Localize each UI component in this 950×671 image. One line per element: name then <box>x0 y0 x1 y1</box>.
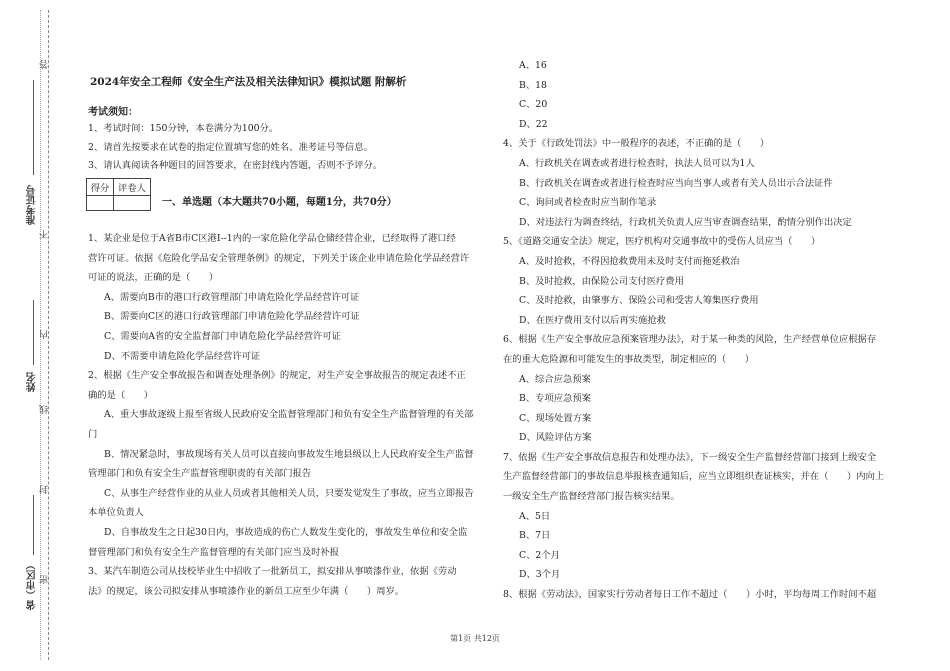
question-line: 确的是（ ） <box>88 389 154 401</box>
field-province-blank[interactable] <box>33 495 34 555</box>
option-line: B、行政机关在调查或者进行检查时应当向当事人或者有关人员出示合法证件 <box>519 177 833 189</box>
option-line: B、18 <box>519 79 547 91</box>
question-line: 1、某企业是位于A省B市C区港I--1内的一家危险化学品仓储经营企业，已经取得了港口经 <box>88 233 456 244</box>
page-footer: 第1页 共12页 <box>450 634 500 643</box>
section-heading: 一、单选题（本大题共70小题，每题1分，共70分） <box>162 197 397 208</box>
option-line: C、需要向A省的安全监督部门申请危险化学品经营许可证 <box>104 330 341 342</box>
option-line: 督管理部门和负有安全生产监督管理的有关部门应当及时补报 <box>88 546 340 558</box>
option-line: C、现场处置方案 <box>519 412 592 424</box>
field-name-label: 姓名 <box>27 372 38 392</box>
option-line: C、询问或者检查时应当制作笔录 <box>519 197 657 209</box>
option-line: D、在医疗费用支付以后再实施抢救 <box>519 314 666 326</box>
seal-mark-da: 答 <box>40 60 50 69</box>
option-line: A、需要向B市的港口行政管理部门申请危险化学品经营许可证 <box>104 291 360 303</box>
right-column <box>503 56 913 605</box>
document-title: 2024年安全工程师《安全生产法及相关法律知识》模拟试题 附解析 <box>90 76 407 88</box>
option-line: D、对违法行为调查终结，行政机关负责人应当审查调查结果，酌情分别作出决定 <box>519 216 852 228</box>
option-line: B、情况紧急时，事故现场有关人员可以直接向事故发生地县级以上人民政府安全生产监督 <box>104 448 474 460</box>
option-line: A、16 <box>519 60 547 71</box>
option-line: D、3个月 <box>519 569 561 581</box>
grader-blank[interactable] <box>114 196 151 211</box>
option-line: D、22 <box>519 118 548 130</box>
option-line: 门 <box>88 428 98 440</box>
option-line: B、7日 <box>519 530 551 542</box>
question-line: 3、某汽车制造公司从技校毕业生中招收了一批新员工，拟安排从事喷漆作业，依据《劳动 <box>88 566 457 578</box>
seal-mark-nei: 内 <box>40 330 50 339</box>
option-line: B、及时抢救，由保险公司支付医疗费用 <box>519 275 684 287</box>
option-line: A、5日 <box>519 510 551 522</box>
grader-label: 评卷人 <box>114 179 151 196</box>
option-line: C、20 <box>519 99 548 111</box>
notice-item: 3、请认真阅读各种题目的回答要求，在密封线内答题，否则不予评分。 <box>88 160 383 171</box>
notice-item: 2、请首先按要求在试卷的指定位置填写您的姓名、准考证号等信息。 <box>88 141 373 153</box>
seal-mark-mi: 密 <box>40 575 50 584</box>
question-line: 一级安全生产监督经营部门报告核实结果。 <box>503 491 680 503</box>
seal-mark-bu: 不 <box>40 230 50 239</box>
score-blank[interactable] <box>87 196 114 211</box>
field-name-blank[interactable] <box>33 300 34 365</box>
question-line: 8、根据《劳动法》，国家实行劳动者每日工作不超过（ ）小时，平均每周工作时间不超 <box>503 589 877 601</box>
option-line: D、不需要申请危险化学品经营许可证 <box>104 350 261 362</box>
seal-mark-feng: 封 <box>40 485 50 494</box>
option-line: A、综合应急预案 <box>519 373 591 385</box>
question-line: 在的重大危险源和可能发生的事故类型，制定相应的（ ） <box>503 353 755 365</box>
field-province-label: 省（市区） <box>27 560 38 610</box>
score-box <box>86 178 151 211</box>
option-line: B、需要向C区的港口行政管理部门申请危险化学品经营许可证 <box>104 311 360 323</box>
question-line: 5、《道路交通安全法》规定，医疗机构对交通事故中的受伤人员应当（ ） <box>503 236 821 248</box>
question-line: 4、关于《行政处罚法》中一般程序的表述，不正确的是（ ） <box>503 138 770 150</box>
option-line: D、风险评估方案 <box>519 432 592 444</box>
notice-item: 1、考试时间：150分钟，本卷满分为100分。 <box>88 123 279 134</box>
question-line: 可证的说法，正确的是（ ） <box>88 272 219 284</box>
notice-list <box>88 120 382 176</box>
option-line: A、行政机关在调查或者进行检查时，执法人员可以为1人 <box>519 157 755 169</box>
question-line: 营许可证。依据《危险化学品安全管理条例》的规定，下列关于该企业申请危险化学品经营许 <box>88 252 470 264</box>
question-line: 6、根据《生产安全事故应急预案管理办法》，对于某一种类的风险，生产经营单位应根据存 <box>503 334 877 346</box>
option-line: C、从事生产经营作业的从业人员或者其他相关人员，只要发觉发生了事故，应当立即报告 <box>104 487 474 499</box>
option-line: C、及时抢救，由肇事方、保险公司和受害人筹集医疗费用 <box>519 295 759 307</box>
option-line: A、及时抢救，不得因抢救费用未及时支付而拖延救治 <box>519 255 740 267</box>
question-line: 7、依据《生产安全事故信息报告和处理办法》，下一级安全生产监督经营部门接到上级安全 <box>503 451 877 463</box>
option-line: 本单位负责人 <box>88 507 144 519</box>
score-label: 得分 <box>87 179 114 196</box>
left-column <box>88 229 492 601</box>
field-exam-number-blank[interactable] <box>33 80 34 175</box>
question-line: 2、根据《生产安全事故报告和调查处理条例》的规定，对生产安全事故报告的规定表述不正 <box>88 370 466 382</box>
binding-margin <box>0 0 80 671</box>
notice-heading: 考试须知： <box>88 107 138 118</box>
question-line: 生产监督经营部门的事故信息举报核查通知后，应当立即组织查证核实，并在（ ）内向上 <box>503 471 885 483</box>
option-line: C、2个月 <box>519 549 560 561</box>
option-line: 管理部门和负有安全生产监督管理职责的有关部门报告 <box>88 468 312 480</box>
field-exam-number-label: 准考证号 <box>27 185 38 225</box>
option-line: B、专项应急预案 <box>519 393 591 405</box>
option-line: A、重大事故逐级上报至省级人民政府安全监督管理部门和负有安全生产监督管理的有关部 <box>104 409 474 421</box>
option-line: D、自事故发生之日起30日内，事故造成的伤亡人数发生变化的，事故发生单位和安全监 <box>104 526 468 538</box>
seal-mark-xian: 线 <box>40 405 50 414</box>
question-line: 法》的规定，该公司拟安排从事喷漆作业的新员工应至少年满（ ）周岁。 <box>88 585 405 597</box>
